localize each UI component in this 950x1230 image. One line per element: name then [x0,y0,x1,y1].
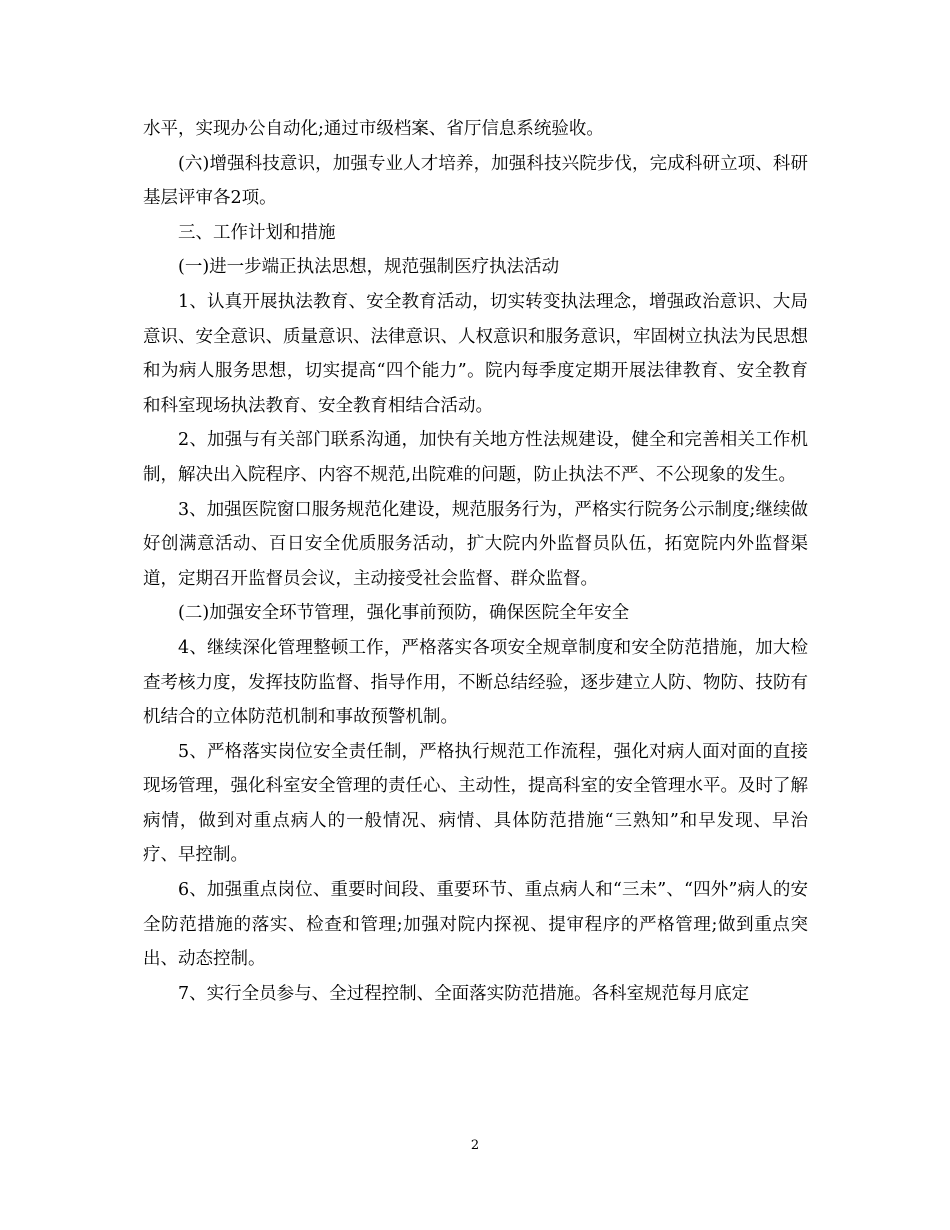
paragraph-item-7: 7、实行全员参与、全过程控制、全面落实防范措施。各科室规范每月底定 [178,983,750,1004]
page-number: 2 [470,1138,480,1153]
paragraph-item-6: 6、加强重点岗位、重要时间段、重要环节、重点病人和“三未”、“四外”病人的安全防范措施的落实、检查和管理;加强对院内探视、提审程序的严格管理;做到重点突出、动态控制。 [143,880,808,970]
heading-work-plan: 三、工作计划和措施 [178,222,336,243]
paragraph-item-4: 4、继续深化管理整顿工作，严格落实各项安全规章制度和安全防范措施，加大检查考核力度，发挥技防监督、指导作用，不断总结经验，逐步建立人防、物防、技防有机结合的立体防范机制和事故预警机制。 [143,637,808,728]
paragraph-section-six: (六)增强科技意识，加强专业人才培养，加强科技兴院步伐，完成科研立项、科研基层评审各2项。 [143,153,808,209]
paragraph-item-2: 2、加强与有关部门联系沟通，加快有关地方性法规建设，健全和完善相关工作机制，解决出入院程序、内容不规范,出院难的问题，防止执法不严、不公现象的发生。 [143,430,808,485]
subheading-one: (一)进一步端正执法思想，规范强制医疗执法活动 [178,257,560,278]
paragraph-item-1: 1、认真开展执法教育、安全教育活动，切实转变执法理念，增强政治意识、大局意识、安全意识、质量意识、法律意识、人权意识和服务意识，牢固树立执法为民思想和为病人服务思想，切实提高“四个能力”。院内每季度定期开展法律教育、安全教育和科室现场执法教育、安全教育相结合活动。 [143,291,808,416]
paragraph-item-5: 5、严格落实岗位安全责任制，严格执行规范工作流程，强化对病人面对面的直接现场管理，强化科室安全管理的责任心、主动性，提高科室的安全管理水平。及时了解病情，做到对重点病人的一般情况、病情、具体防范措施“三熟知”和早发现、早治疗、早控制。 [143,741,808,866]
body-text [143,112,808,1011]
paragraph-item-3: 3、加强医院窗口服务规范化建设，规范服务行为，严格实行院务公示制度;继续做好创满意活动、百日安全优质服务活动，扩大院内外监督员队伍，拓宽院内外监督渠道，定期召开监督员会议，主动接受社会监督、群众监督。 [143,499,808,589]
paragraph-continuation: 水平，实现办公自动化;通过市级档案、省厅信息系统验收。 [143,119,604,139]
subheading-two: (二)加强安全环节管理，强化事前预防，确保医院全年安全 [178,603,630,624]
